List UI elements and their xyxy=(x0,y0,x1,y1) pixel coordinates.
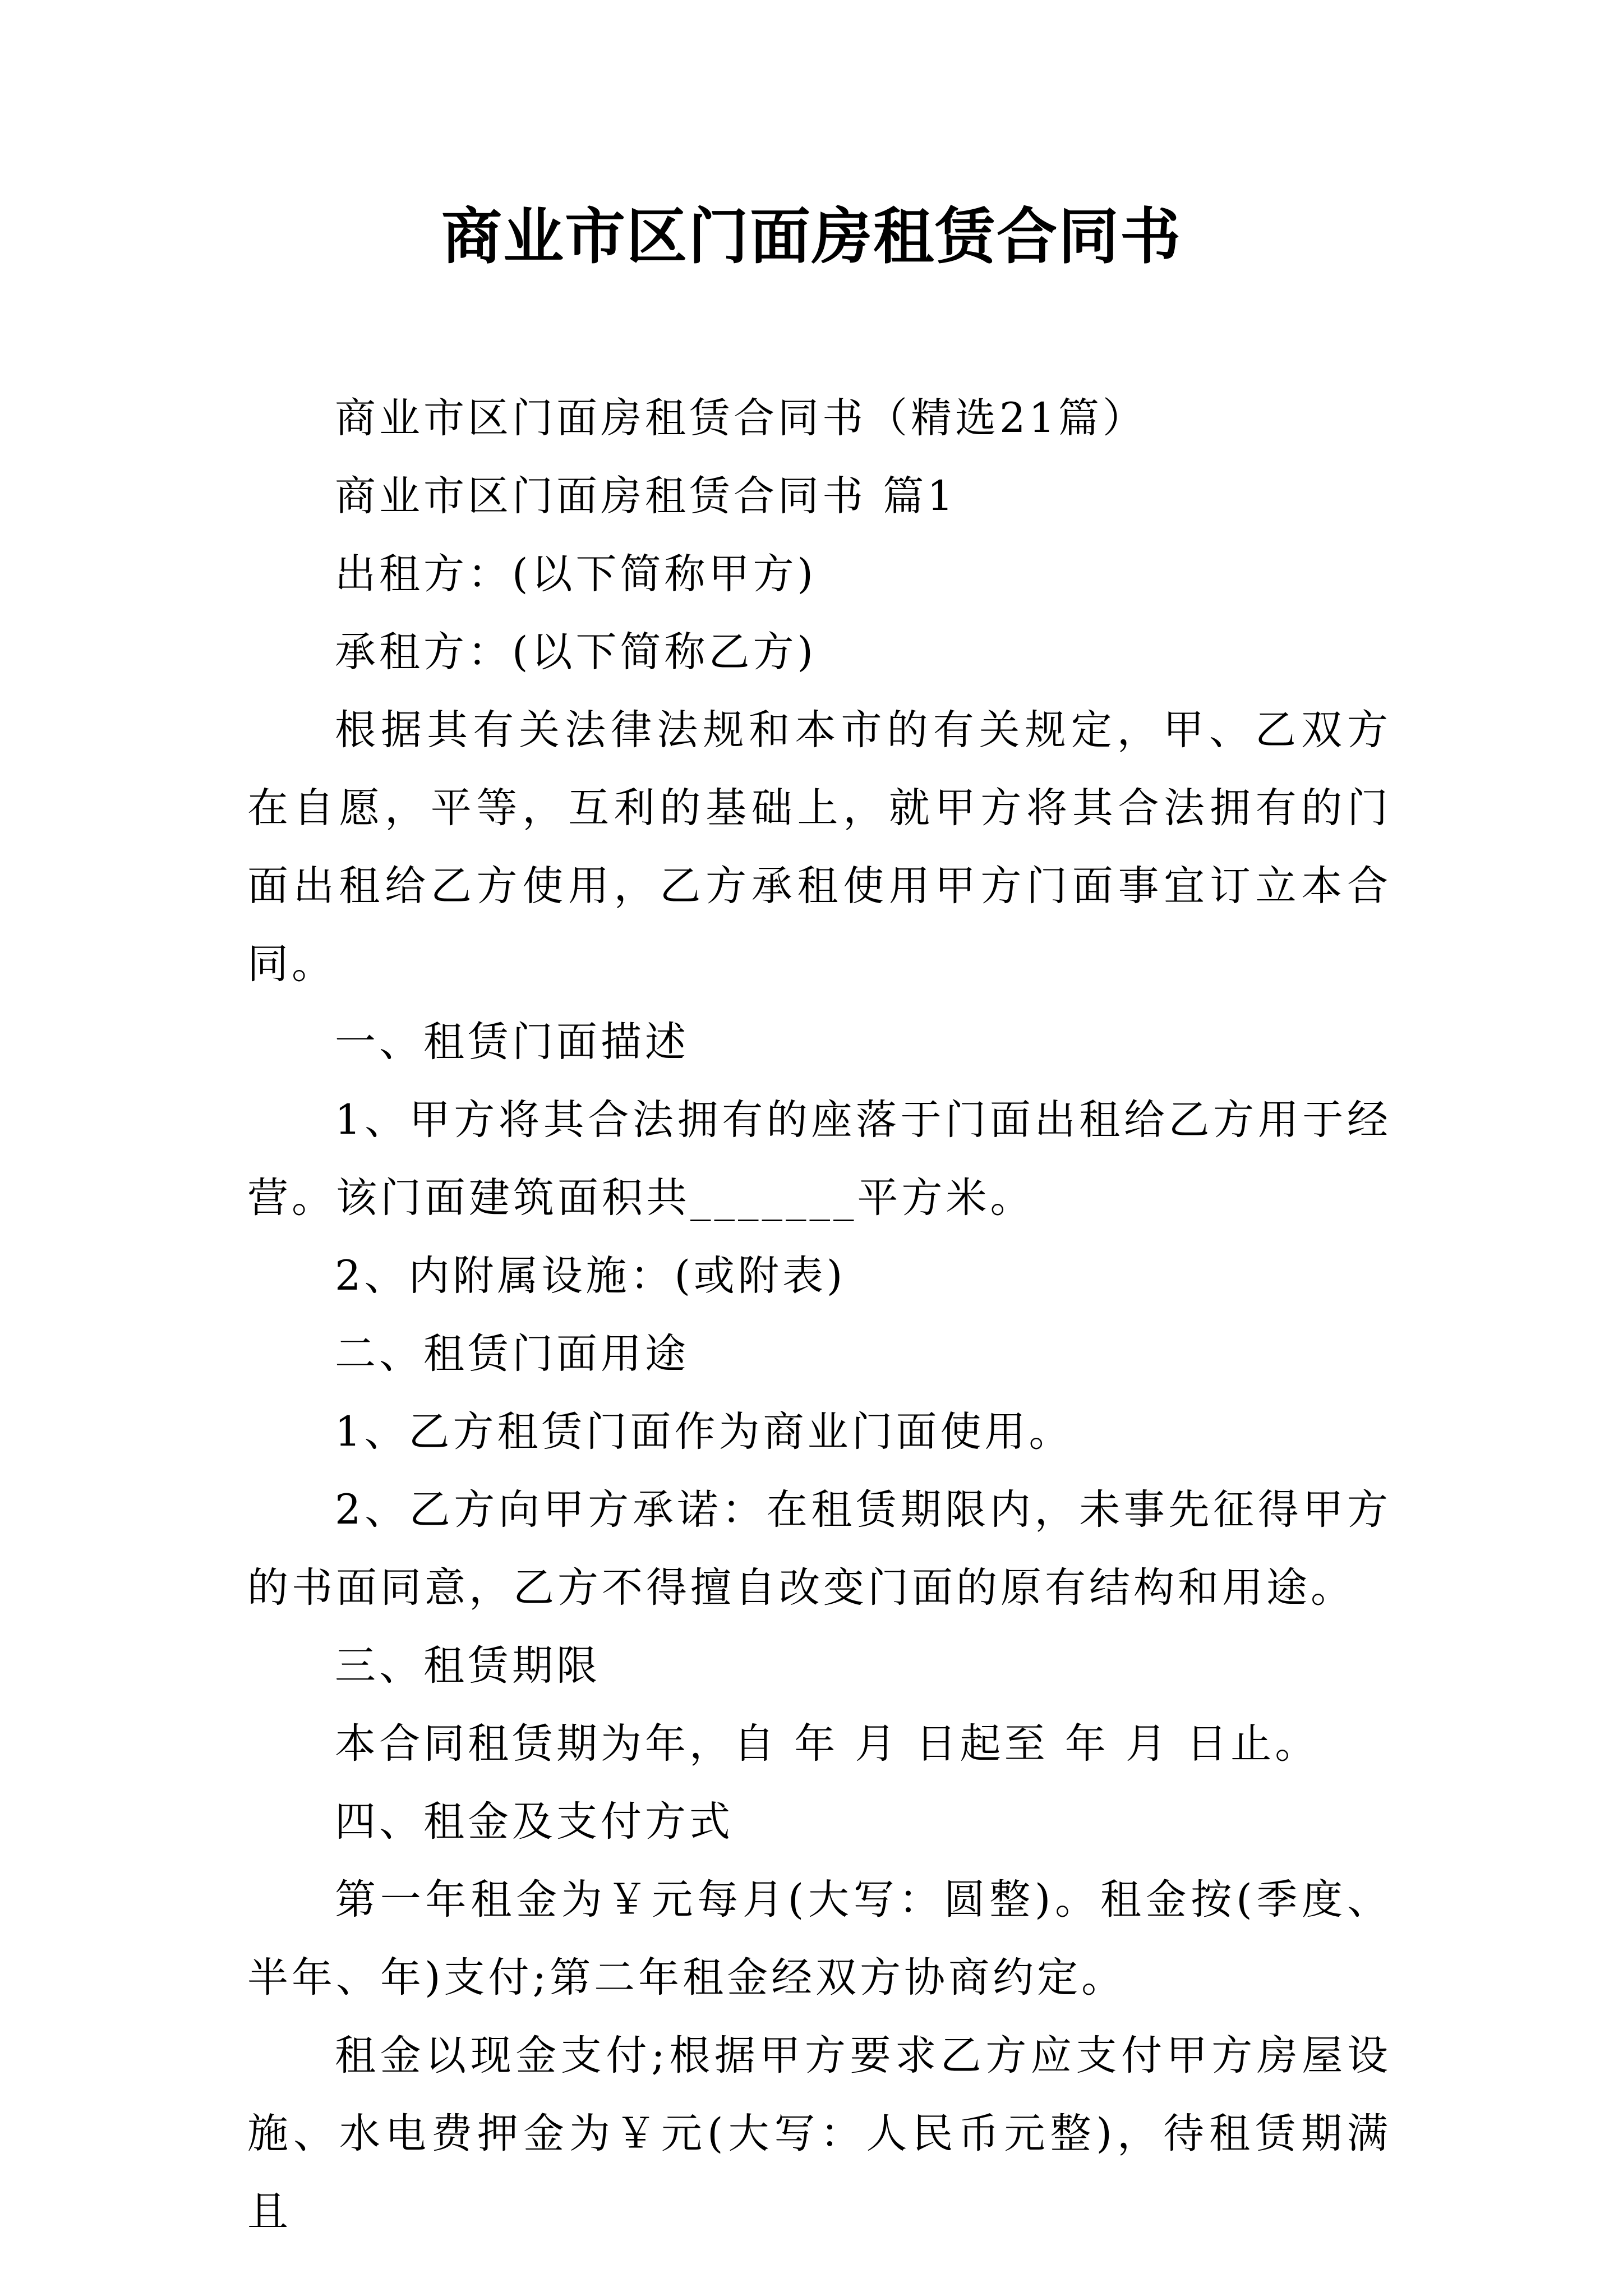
paragraph-heading-3: 三、租赁期限 xyxy=(335,1642,601,1690)
paragraph-clause: 1、乙方租赁门面作为商业门面使用。 xyxy=(335,1408,1073,1456)
document-body xyxy=(247,379,1391,2251)
paragraph-lessor: 出租方：(以下简称甲方) xyxy=(335,550,817,598)
paragraph-clause: 2、乙方向甲方承诺：在租赁期限内，未事先征得甲方的书面同意，乙方不得擅自改变门面的原有结构和用途。 xyxy=(247,1486,1391,1612)
paragraph-section-heading: 商业市区门面房租赁合同书 篇1 xyxy=(335,472,957,520)
paragraph-clause: 租金以现金支付;根据甲方要求乙方应支付甲方房屋设施、水电费押金为￥元(大写：人民币元整)，待租赁期满且 xyxy=(247,2032,1391,2235)
paragraph-clause: 1、甲方将其合法拥有的座落于门面出租给乙方用于经营。该门面建筑面积共_______平方米。 xyxy=(247,1096,1391,1222)
paragraph-heading-2: 二、租赁门面用途 xyxy=(335,1330,689,1378)
paragraph-subtitle: 商业市区门面房租赁合同书（精选21篇） xyxy=(335,394,1147,442)
paragraph-clause: 第一年租金为￥元每月(大写：圆整)。租金按(季度、半年、年)支付;第二年租金经双方协商约定。 xyxy=(247,1876,1391,2001)
paragraph-preamble: 根据其有关法律法规和本市的有关规定，甲、乙双方在自愿，平等，互利的基础上，就甲方将其合法拥有的门面出租给乙方使用，乙方承租使用甲方门面事宜订立本合同。 xyxy=(247,706,1391,988)
paragraph-clause: 本合同租赁期为年，自 年 月 日起至 年 月 日止。 xyxy=(335,1720,1320,1768)
document-title: 商业市区门面房租赁合同书 xyxy=(441,201,1182,272)
paragraph-clause: 2、内附属设施：(或附表) xyxy=(335,1252,846,1300)
paragraph-heading-4: 四、租金及支付方式 xyxy=(335,1798,734,1846)
paragraph-heading-1: 一、租赁门面描述 xyxy=(335,1018,689,1066)
paragraph-lessee: 承租方：(以下简称乙方) xyxy=(335,628,817,676)
